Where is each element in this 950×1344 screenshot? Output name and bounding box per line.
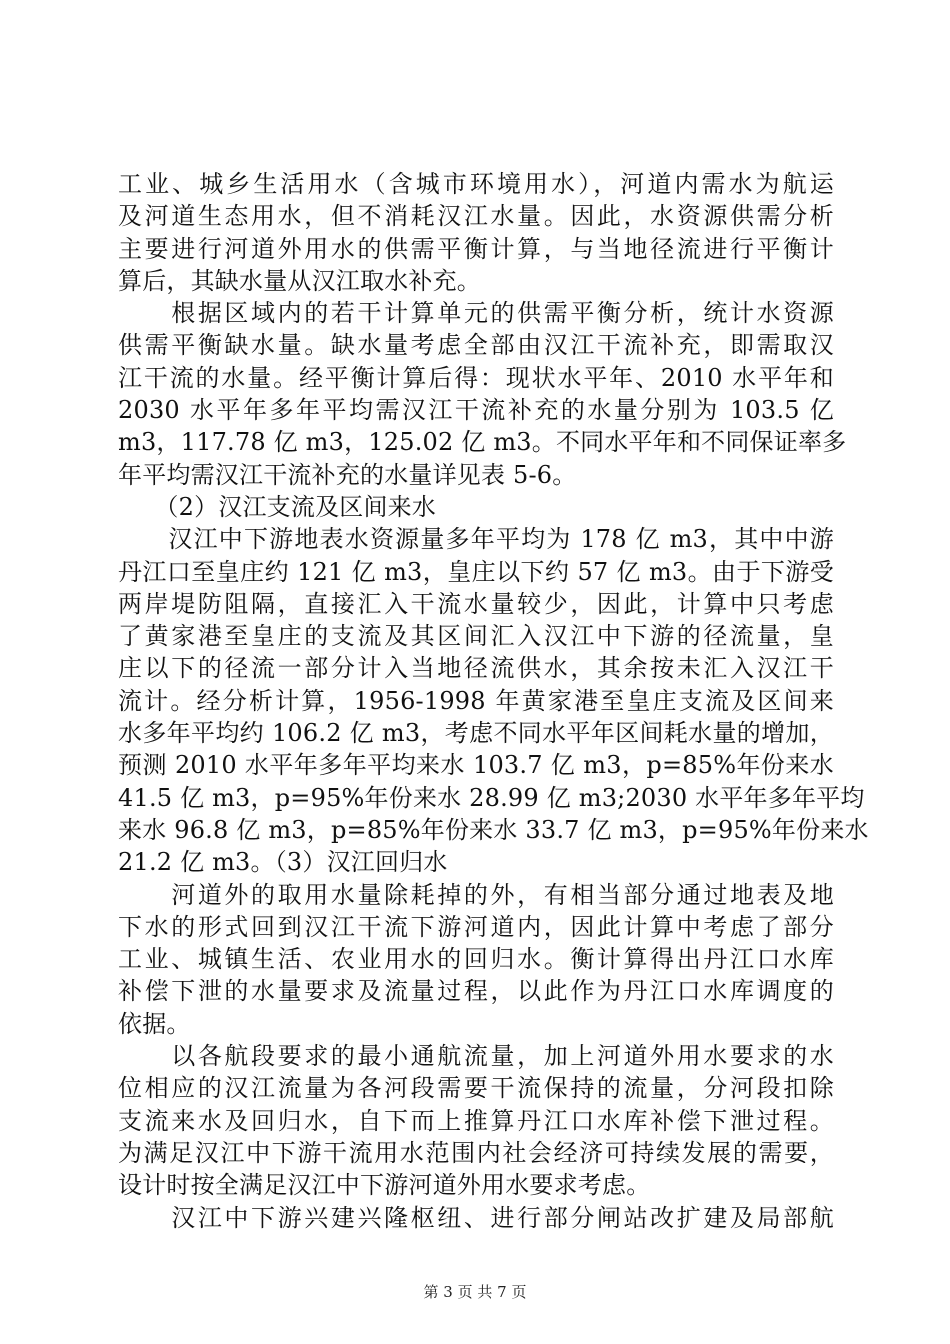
text-line: 庄以下的径流一部分计入当地径流供水，其余按未汇入汉江干: [118, 654, 834, 683]
text-line: 21.2 亿 m3。（3）汉江回归水: [118, 848, 448, 877]
text-line: 了黄家港至皇庄的支流及其区间汇入汉江中下游的径流量，皇: [118, 622, 834, 651]
body-text: [118, 168, 869, 1234]
text-line: 汉江中下游兴建兴隆枢纽、进行部分闸站改扩建及局部航: [118, 1203, 834, 1232]
text-line: 来水 96.8 亿 m3，p=85%年份来水 33.7 亿 m3，p=95%年份来水: [118, 815, 869, 844]
text-line: 水多年平均约 106.2 亿 m3，考虑不同水平年区间耗水量的增加，: [118, 719, 834, 748]
text-line: 根据区域内的若干计算单元的供需平衡分析，统计水资源: [118, 299, 834, 328]
text-line: 两岸堤防阻隔，直接汇入干流水量较少，因此，计算中只考虑: [118, 589, 834, 618]
text-line: 汉江中下游地表水资源量多年平均为 178 亿 m3，其中中游: [118, 525, 834, 554]
text-line: 补偿下泄的水量要求及流量过程，以此作为丹江口水库调度的: [118, 977, 834, 1006]
text-line: 算后，其缺水量从汉江取水补充。: [118, 266, 481, 295]
text-line: 供需平衡缺水量。缺水量考虑全部由汉江干流补充，即需取汉: [118, 331, 834, 360]
text-line: 设计时按全满足汉江中下游河道外用水要求考虑。: [118, 1171, 651, 1200]
text-line: 支流来水及回归水，自下而上推算丹江口水库补偿下泄过程。: [118, 1106, 834, 1135]
section-heading: （2）汉江支流及区间来水: [118, 492, 437, 521]
text-line: 41.5 亿 m3，p=95%年份来水 28.99 亿 m3;2030 水平年多年平均: [118, 783, 865, 812]
text-line: 主要进行河道外用水的供需平衡计算，与当地径流进行平衡计: [118, 234, 834, 263]
text-line: 工业、城乡生活用水（含城市环境用水），河道内需水为航运: [118, 170, 834, 198]
text-line: 预测 2010 水平年多年平均来水 103.7 亿 m3，p=85%年份来水: [118, 751, 834, 780]
text-line: 年平均需汉江干流补充的水量详见表 5-6。: [118, 460, 577, 489]
text-line: 及河道生态用水，但不消耗汉江水量。因此，水资源供需分析: [118, 202, 834, 231]
text-line: 江干流的水量。经平衡计算后得：现状水平年、2010 水平年和: [118, 363, 834, 392]
text-line: 下水的形式回到汉江干流下游河道内，因此计算中考虑了部分: [118, 912, 834, 941]
text-line: 位相应的汉江流量为各河段需要干流保持的流量，分河段扣除: [118, 1074, 834, 1103]
text-line: 为满足汉江中下游干流用水范围内社会经济可持续发展的需要，: [118, 1138, 834, 1167]
text-line: 依据。: [118, 1009, 191, 1038]
text-line: 流计。经分析计算，1956-1998 年黄家港至皇庄支流及区间来: [118, 686, 834, 715]
page-number-footer: 第 3 页 共 7 页: [423, 1283, 527, 1301]
text-line: 2030 水平年多年平均需汉江干流补充的水量分别为 103.5 亿: [118, 396, 834, 425]
text-line: m3，117.78 亿 m3，125.02 亿 m3。不同水平年和不同保证率多: [118, 428, 847, 457]
text-line: 河道外的取用水量除耗掉的外，有相当部分通过地表及地: [118, 880, 834, 909]
text-line: 以各航段要求的最小通航流量，加上河道外用水要求的水: [118, 1042, 834, 1071]
text-line: 丹江口至皇庄约 121 亿 m3，皇庄以下约 57 亿 m3。由于下游受: [118, 557, 834, 586]
text-line: 工业、城镇生活、农业用水的回归水。衡计算得出丹江口水库: [118, 945, 834, 974]
